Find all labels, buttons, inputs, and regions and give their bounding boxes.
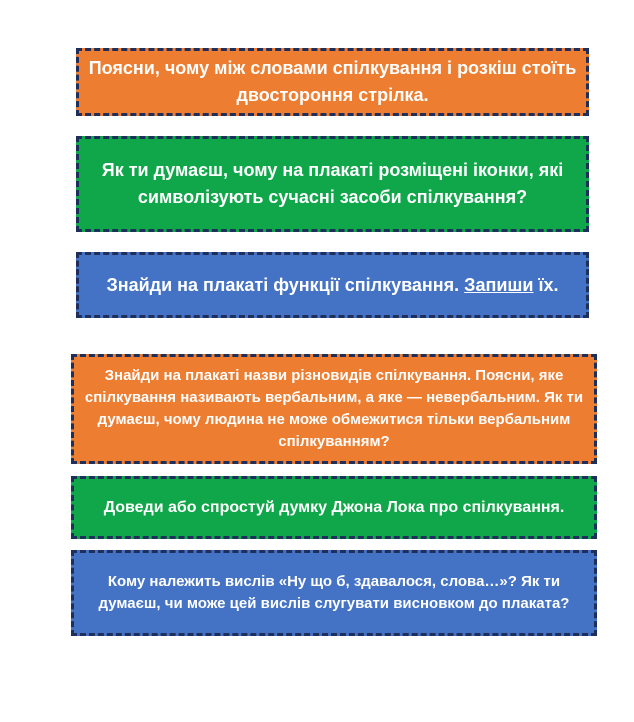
task-text: Як ти думаєш, чому на плакаті розміщені іконки, які символізують сучасні засоби спілкування? bbox=[101, 160, 564, 207]
task-card-find-functions bbox=[76, 252, 589, 318]
task-text: Знайди на плакаті назви різновидів спілкування. Поясни, яке спілкування називають вербальним, а яке — невербальним. Як ти думаєш, чому людина не може обмежитися тільки вербальним спілкуванням? bbox=[84, 367, 584, 450]
task-text: Поясни, чому між словами спілкування і розкіш стоїть двостороння стрілка. bbox=[88, 58, 577, 105]
task-text bbox=[106, 272, 558, 299]
task-text: Доведи або спростуй думку Джона Лока про спілкування. bbox=[103, 499, 565, 516]
task-text: Кому належить вислів «Ну що б, здавалося, слова…»? Як ти думаєш, чи може цей вислів слугувати висновком до плаката? bbox=[98, 573, 570, 612]
task-card-john-locke bbox=[71, 476, 597, 539]
task-text-part: їх. bbox=[533, 274, 559, 295]
task-card-quote-question bbox=[71, 550, 597, 636]
task-card-types-of-communication bbox=[71, 354, 597, 464]
task-card-explain-arrow bbox=[76, 48, 589, 116]
task-card-icons-question bbox=[76, 136, 589, 232]
task-text-part: Знайди на плакаті функції спілкування. bbox=[106, 274, 465, 295]
underlined-word: Запиши bbox=[464, 274, 534, 295]
